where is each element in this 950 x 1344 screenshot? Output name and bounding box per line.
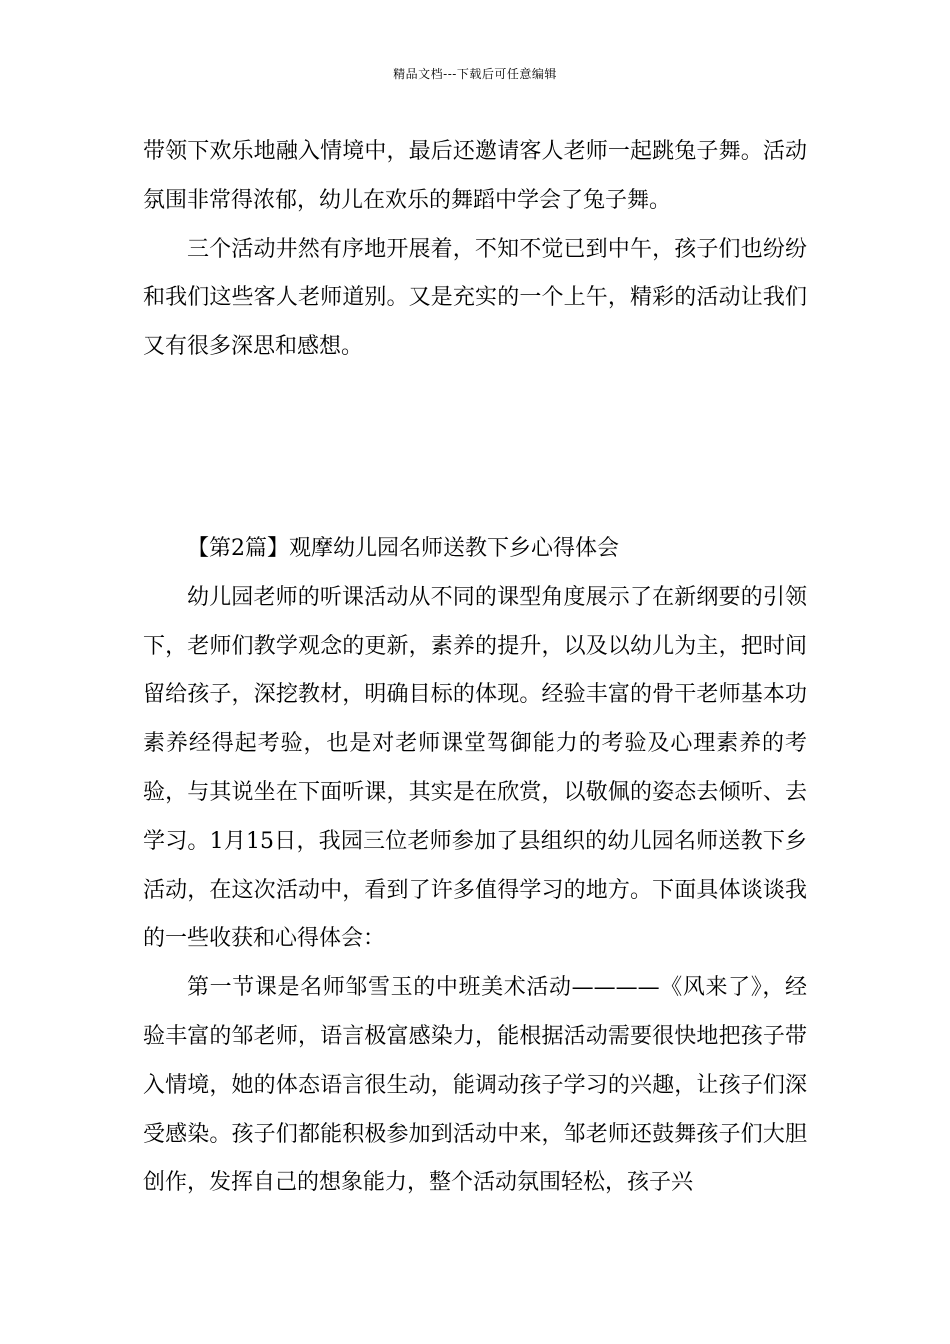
- paragraph: 幼儿园老师的听课活动从不同的课型角度展示了在新纲要的引领下，老师们教学观念的更新，素养的提升，以及以幼儿为主，把时间留给孩子，深挖教材，明确目标的体现。经验丰富的骨干老师基本功素养经得起考验，也是对老师课堂驾御能力的考验及心理素养的考验，与其说坐在下面听课，其实是在欣赏，以敬佩的姿态去倾听、去学习。1月15日，我园三位老师参加了县组织的幼儿园名师送教下乡活动，在这次活动中，看到了许多值得学习的地方。下面具体谈谈我的一些收获和心得体会：: [143, 584, 807, 952]
- paragraph: 带领下欢乐地融入情境中，最后还邀请客人老师一起跳兔子舞。活动氛围非常得浓郁，幼儿在欢乐的舞蹈中学会了兔子舞。: [143, 139, 807, 213]
- paragraph: 第一节课是名师邹雪玉的中班美术活动————《风来了》，经验丰富的邹老师，语言极富感染力，能根据活动需要很快地把孩子带入情境，她的体态语言很生动，能调动孩子学习的兴趣，让孩子们深受感染。孩子们都能积极参加到活动中来，邹老师还鼓舞孩子们大胆创作，发挥自己的想象能力，整个活动氛围轻松，孩子兴: [143, 975, 807, 1196]
- article-heading: 【第2篇】观摩幼儿园名师送教下乡心得体会: [187, 536, 619, 561]
- paragraph: 三个活动井然有序地开展着，不知不觉已到中午，孩子们也纷纷和我们这些客人老师道别。又是充实的一个上午，精彩的活动让我们又有很多深思和感想。: [143, 236, 807, 360]
- page-header: 精品文档---下载后可任意编辑: [393, 67, 557, 81]
- section-continued: [143, 128, 807, 372]
- section-article-2: [143, 525, 807, 1208]
